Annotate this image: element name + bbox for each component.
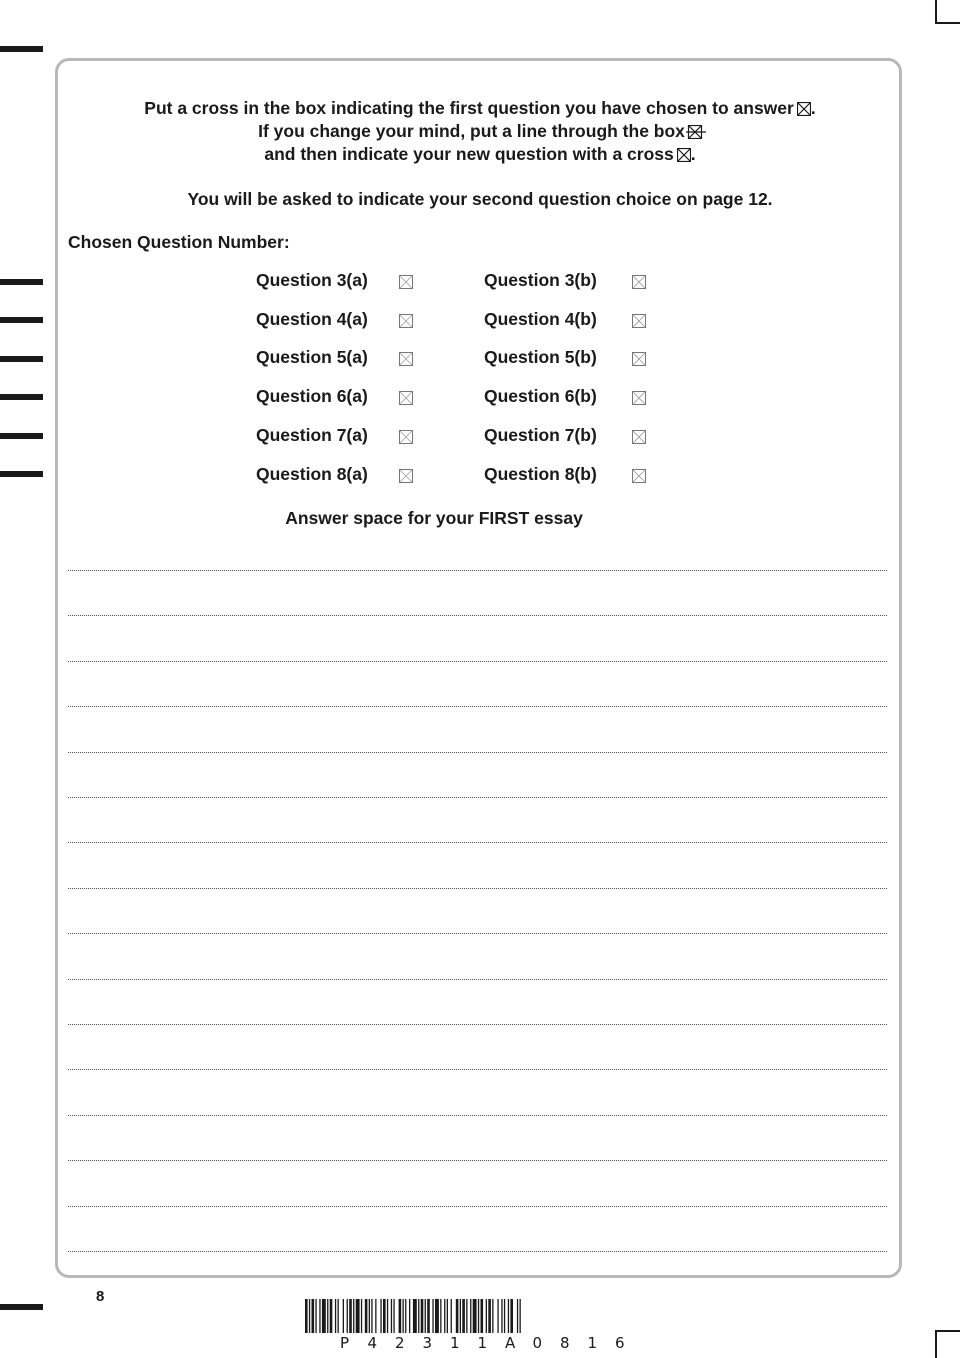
barcode-bar	[312, 1299, 315, 1333]
question-label: Question 4(a)	[256, 308, 368, 329]
answer-space-title: Answer space for your FIRST essay	[285, 508, 583, 528]
answer-line[interactable]	[68, 752, 887, 753]
barcode-bar	[383, 1299, 386, 1333]
question-checkbox[interactable]	[632, 391, 646, 405]
question-checkbox[interactable]	[399, 391, 413, 405]
margin-mark	[0, 433, 43, 439]
question-label: Question 3(a)	[256, 270, 368, 290]
barcode-char: 2	[395, 1334, 405, 1352]
barcode-bar	[435, 1299, 439, 1333]
answer-line[interactable]	[68, 1115, 887, 1116]
struck-box-icon	[688, 125, 702, 139]
answer-line[interactable]	[68, 661, 887, 662]
barcode-bar	[520, 1299, 521, 1333]
answer-line[interactable]	[68, 1069, 887, 1070]
margin-mark	[0, 317, 43, 323]
question-label: Question 3(b)	[484, 270, 597, 290]
barcode-bar	[501, 1299, 502, 1333]
question-label: Question 5(a)	[256, 347, 368, 368]
barcode-bar	[456, 1299, 459, 1333]
barcode-bar	[466, 1299, 467, 1333]
barcode-bar	[432, 1299, 433, 1333]
barcode-bar	[387, 1299, 388, 1333]
barcode-bar	[365, 1299, 368, 1333]
instruction-line-4: You will be asked to indicate your second question choice on page 12.	[187, 189, 773, 209]
barcode-bar	[330, 1299, 333, 1333]
barcode-bar	[353, 1299, 354, 1333]
barcode-bar	[322, 1299, 326, 1333]
margin-mark	[0, 394, 43, 400]
barcode-bar	[488, 1299, 491, 1333]
answer-line[interactable]	[68, 706, 887, 707]
question-label: Question 6(b)	[484, 386, 597, 407]
question-checkbox[interactable]	[632, 352, 646, 366]
question-label: Question 8(a)	[256, 463, 368, 484]
barcode-bar	[343, 1299, 344, 1333]
barcode-char: 8	[560, 1334, 570, 1352]
barcode-bar	[356, 1299, 360, 1333]
question-checkbox[interactable]	[399, 469, 413, 483]
barcode-bar	[349, 1299, 352, 1333]
barcode-bar	[305, 1299, 308, 1333]
margin-mark	[0, 471, 43, 477]
barcode-bar	[427, 1299, 430, 1333]
barcode-bar	[327, 1299, 328, 1333]
corner-mark	[935, 0, 937, 24]
question-label: Question 4(b)	[484, 308, 597, 329]
barcode-bar	[369, 1299, 370, 1333]
instruction-line-2: If you change your mind, put a line through the box	[0, 121, 960, 142]
barcode-bar	[504, 1299, 505, 1333]
answer-line[interactable]	[68, 797, 887, 798]
question-checkbox[interactable]	[399, 352, 413, 366]
barcode-bar	[393, 1299, 394, 1333]
answer-line[interactable]	[68, 933, 887, 934]
barcode-bar	[425, 1299, 426, 1333]
barcode-bar	[413, 1299, 417, 1333]
barcode-bar	[338, 1299, 339, 1333]
barcode-bar	[470, 1299, 471, 1333]
barcode-bar	[460, 1299, 461, 1333]
barcode-bar	[473, 1299, 477, 1333]
crossed-box-icon	[677, 148, 691, 162]
answer-line[interactable]	[68, 570, 887, 571]
barcode-bar	[391, 1299, 392, 1333]
barcode-bar	[405, 1299, 406, 1333]
answer-line[interactable]	[68, 888, 887, 889]
barcode-bar	[421, 1299, 424, 1333]
question-checkbox[interactable]	[632, 430, 646, 444]
question-label: Question 7(a)	[256, 424, 368, 445]
barcode-bar	[508, 1299, 509, 1333]
barcode-bar	[481, 1299, 484, 1333]
barcode-bar	[418, 1299, 419, 1333]
question-checkbox[interactable]	[399, 430, 413, 444]
barcode-bar	[361, 1299, 362, 1333]
barcode-bar	[375, 1299, 376, 1333]
instruction-line-1: Put a cross in the box indicating the first question you have chosen to answer .	[144, 98, 816, 118]
question-checkbox[interactable]	[632, 275, 646, 289]
answer-line[interactable]	[68, 1160, 887, 1161]
margin-mark	[0, 279, 43, 285]
barcode-bar	[478, 1299, 479, 1333]
question-checkbox[interactable]	[399, 275, 413, 289]
margin-mark	[0, 356, 43, 362]
barcode-char: 4	[367, 1334, 378, 1352]
barcode-bar	[451, 1299, 452, 1333]
barcode-char: A	[505, 1334, 516, 1352]
barcode-bar	[399, 1299, 402, 1333]
question-label: Question 8(b)	[484, 463, 597, 484]
barcode-bar	[497, 1299, 498, 1333]
barcode-bar	[447, 1299, 448, 1333]
barcode-char: 1	[477, 1334, 488, 1352]
question-checkbox[interactable]	[399, 314, 413, 328]
chosen-question-label: Chosen Question Number:	[68, 232, 290, 252]
question-checkbox[interactable]	[632, 469, 646, 483]
corner-mark	[937, 1330, 960, 1332]
corner-mark	[937, 22, 960, 24]
barcode-char: 3	[422, 1334, 433, 1352]
barcode-bar	[510, 1299, 513, 1333]
barcode-bar	[403, 1299, 404, 1333]
barcode-char: 1	[450, 1334, 460, 1352]
answer-line[interactable]	[68, 979, 887, 980]
question-label: Question 6(a)	[256, 386, 368, 407]
barcode-text	[340, 1334, 643, 1352]
barcode-bar	[440, 1299, 441, 1333]
barcode-bar	[380, 1299, 381, 1333]
barcode-bar	[309, 1299, 310, 1333]
question-checkbox[interactable]	[632, 314, 646, 328]
answer-line[interactable]	[68, 615, 887, 616]
crossed-box-icon	[797, 102, 811, 116]
barcode-bar	[517, 1299, 518, 1333]
barcode-char: 0	[532, 1334, 543, 1352]
answer-line[interactable]	[68, 1206, 887, 1207]
answer-line[interactable]	[68, 1024, 887, 1025]
barcode-char: 6	[615, 1334, 625, 1352]
answer-line[interactable]	[68, 842, 887, 843]
margin-mark	[0, 1304, 43, 1310]
barcode-bar	[444, 1299, 445, 1333]
barcode-bar	[371, 1299, 372, 1333]
barcode-bar	[335, 1299, 336, 1333]
barcode-bar	[319, 1299, 320, 1333]
margin-mark	[0, 46, 43, 52]
barcode-bar	[462, 1299, 465, 1333]
instruction-line-3: and then indicate your new question with a cross .	[264, 144, 696, 164]
barcode	[305, 1299, 655, 1335]
answer-line[interactable]	[68, 1251, 887, 1252]
corner-mark	[935, 1330, 937, 1358]
page-number: 8	[96, 1288, 105, 1305]
question-label: Question 5(b)	[484, 347, 597, 368]
barcode-char: P	[340, 1334, 350, 1352]
barcode-bar	[347, 1299, 348, 1333]
barcode-bar	[486, 1299, 487, 1333]
barcode-bar	[492, 1299, 493, 1333]
barcode-bar	[315, 1299, 316, 1333]
barcode-bar	[409, 1299, 410, 1333]
barcode-char: 1	[587, 1334, 598, 1352]
question-label: Question 7(b)	[484, 424, 597, 445]
